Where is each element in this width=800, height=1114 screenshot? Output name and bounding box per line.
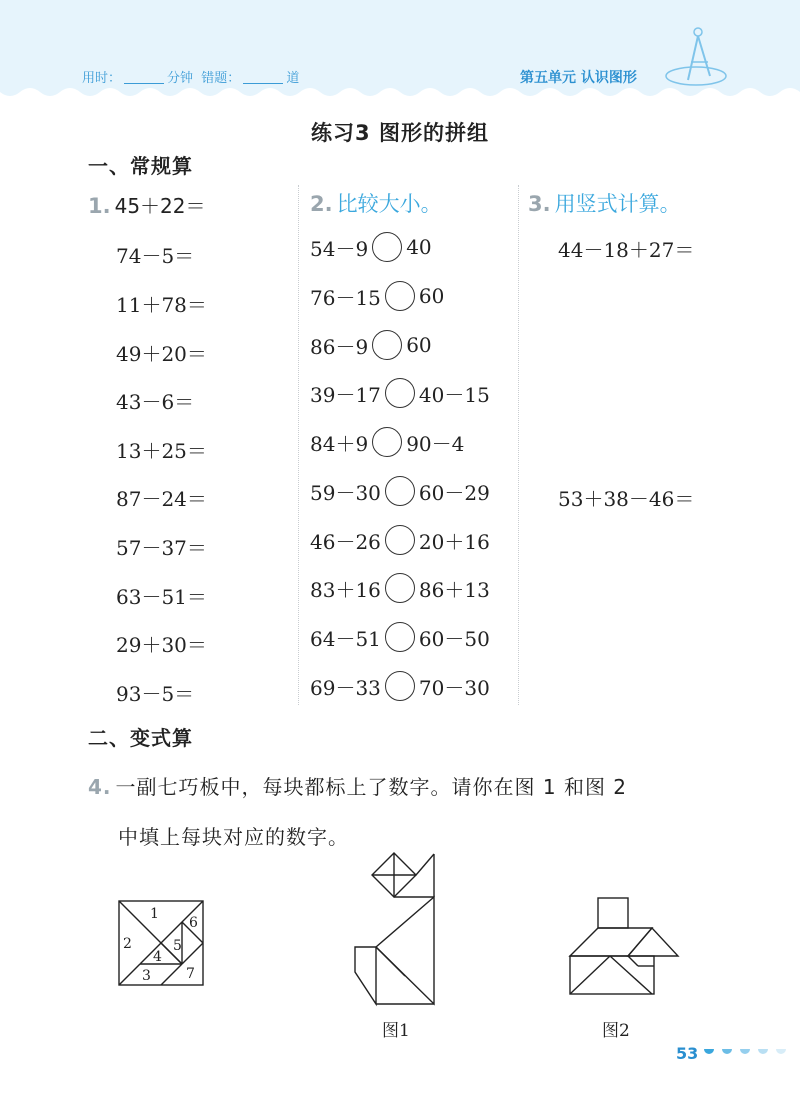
compare-row <box>310 281 444 311</box>
compare-row <box>310 232 432 262</box>
time-record <box>82 67 299 86</box>
q4-line-2: 中填上每块对应的数字。 <box>118 825 349 849</box>
tangram-label-6: 6 <box>189 915 198 931</box>
compare-row <box>310 427 464 457</box>
compare-right: 86＋13 <box>418 577 490 602</box>
tangram-label-3: 3 <box>142 968 151 984</box>
compare-right: 90－4 <box>406 431 465 456</box>
compare-right: 60－50 <box>418 626 490 651</box>
compare-right: 40 <box>406 235 432 259</box>
unit-title: 第五单元 认识图形 <box>520 70 637 86</box>
q2-title: 比较大小。 <box>336 192 442 216</box>
compare-right: 60－29 <box>418 480 490 505</box>
tangram-label-1: 1 <box>150 906 159 922</box>
errors-blank[interactable] <box>243 71 283 84</box>
compare-right: 60 <box>418 284 445 308</box>
compare-circle[interactable] <box>385 476 415 506</box>
tangram-label-7: 7 <box>186 966 195 982</box>
compare-circle[interactable] <box>385 573 415 603</box>
q4-text <box>88 762 728 862</box>
q1-item-11: 93－5＝ <box>116 682 195 706</box>
compare-row <box>310 622 490 652</box>
count-label: 道 <box>286 71 300 86</box>
q1-item-6: 13＋25＝ <box>116 439 207 463</box>
compare-row <box>310 573 490 603</box>
column-divider-2 <box>518 185 519 705</box>
compare-right: 70－30 <box>418 675 490 700</box>
compare-row <box>310 671 490 701</box>
compare-left: 54－9 <box>310 236 369 261</box>
time-blank[interactable] <box>124 71 164 84</box>
compare-circle[interactable] <box>385 671 415 701</box>
q1-heading <box>88 190 206 219</box>
compare-left: 46－26 <box>310 529 381 554</box>
q4-line-1: 一副七巧板中，每块都标上了数字。请你在图 1 和图 2 <box>115 775 628 799</box>
q2-number: 2. <box>310 192 333 216</box>
column-divider-1 <box>298 185 299 705</box>
minute-label: 分钟 <box>167 71 194 86</box>
compare-left: 76－15 <box>310 285 381 310</box>
compass-icon <box>662 24 732 90</box>
q1-item-8: 57－37＝ <box>116 536 207 560</box>
figure-1-label: 图1 <box>382 1021 410 1041</box>
tangram-label-5: 5 <box>173 938 182 954</box>
compare-left: 69－33 <box>310 675 381 700</box>
q3-title: 用竖式计算。 <box>554 192 681 216</box>
compare-left: 83＋16 <box>310 577 381 602</box>
compare-left: 64－51 <box>310 626 381 651</box>
compare-circle[interactable] <box>372 427 402 457</box>
tangram-label-4: 4 <box>153 949 162 965</box>
compare-left: 59－30 <box>310 480 381 505</box>
q1-item-2: 74－5＝ <box>116 244 195 268</box>
page-title: 练习3 图形的拼组 <box>311 121 489 145</box>
tangram-figure-1 <box>350 852 440 1010</box>
compare-right: 60 <box>406 333 432 357</box>
q2-heading <box>310 188 442 218</box>
q4-number: 4. <box>88 775 112 799</box>
compare-circle[interactable] <box>385 281 415 311</box>
q1-item-7: 87－24＝ <box>116 487 207 511</box>
compare-circle[interactable] <box>372 330 402 360</box>
compare-right: 20＋16 <box>418 529 490 554</box>
q1-number: 1. <box>88 194 111 218</box>
q1-item-3: 11＋78＝ <box>116 293 207 317</box>
q1-item-1: 45＋22＝ <box>114 194 206 218</box>
q3-number: 3. <box>528 192 551 216</box>
compare-circle[interactable] <box>385 525 415 555</box>
tangram-square <box>118 900 204 986</box>
q1-item-10: 29＋30＝ <box>116 633 207 657</box>
compare-row <box>310 378 490 408</box>
q1-item-9: 63－51＝ <box>116 585 207 609</box>
tangram-figure-2 <box>568 896 680 998</box>
time-label: 用时： <box>82 71 122 86</box>
compare-circle[interactable] <box>372 232 402 262</box>
compare-left: 86－9 <box>310 334 369 359</box>
compare-row <box>310 330 432 360</box>
figure-2-label: 图2 <box>602 1021 630 1041</box>
q1-item-5: 43－6＝ <box>116 390 195 414</box>
q3-item-1: 44－18＋27＝ <box>558 238 695 262</box>
section-1-heading: 一、常规算 <box>88 154 193 178</box>
compare-right: 40－15 <box>418 382 490 407</box>
compare-row <box>310 476 490 506</box>
q1-item-4: 49＋20＝ <box>116 342 207 366</box>
compare-left: 39－17 <box>310 382 381 407</box>
page-dots-decoration <box>700 1047 796 1063</box>
section-2-heading: 二、变式算 <box>88 726 193 750</box>
tangram-label-2: 2 <box>123 936 132 952</box>
q3-heading <box>528 188 681 218</box>
q3-item-2: 53＋38－46＝ <box>558 487 695 511</box>
compare-row <box>310 525 490 555</box>
compare-circle[interactable] <box>385 378 415 408</box>
errors-label: 错题： <box>201 71 241 86</box>
compare-circle[interactable] <box>385 622 415 652</box>
compare-left: 84＋9 <box>310 431 369 456</box>
page-number: 53 <box>676 1044 699 1063</box>
